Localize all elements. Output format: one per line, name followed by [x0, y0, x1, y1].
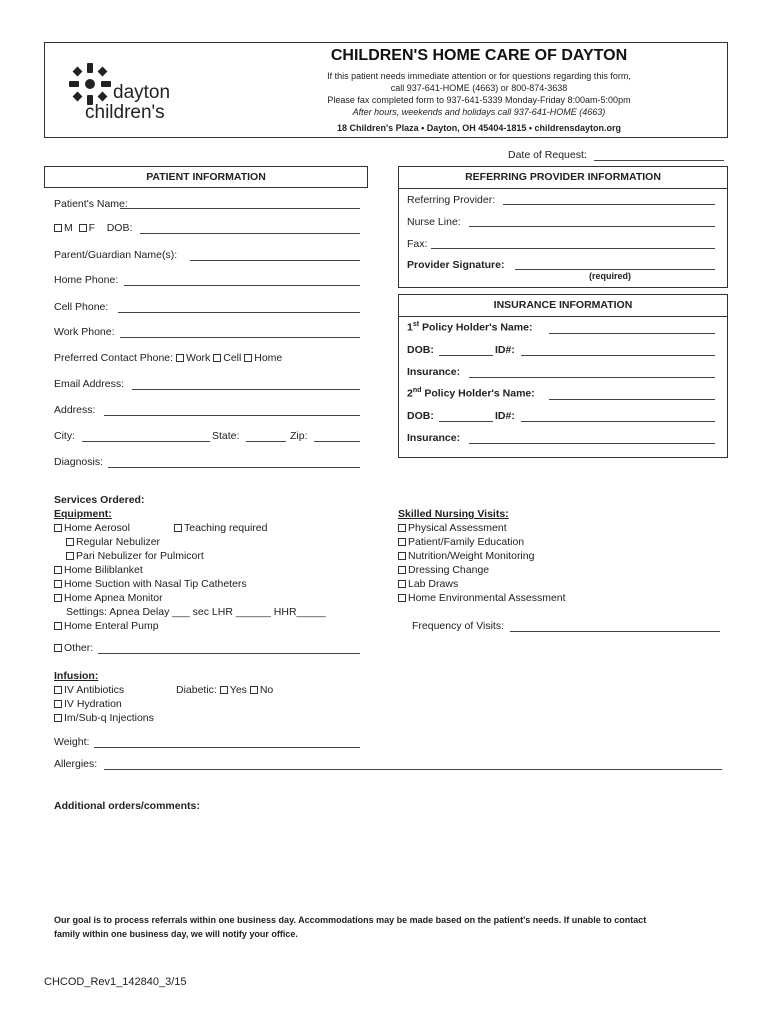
email-field[interactable]	[132, 389, 360, 390]
nutrition-checkbox[interactable]	[398, 552, 406, 560]
pref-home-checkbox[interactable]	[244, 354, 252, 362]
apnea-item: Home Apnea Monitor	[54, 592, 163, 604]
provider-signature-field[interactable]	[515, 269, 715, 270]
fax-label: Fax:	[407, 238, 428, 250]
insurance-box	[398, 294, 728, 458]
frequency-field[interactable]	[510, 631, 720, 632]
environmental-checkbox[interactable]	[398, 594, 406, 602]
holder2-id-field[interactable]	[521, 421, 715, 422]
guardian-label: Parent/Guardian Name(s):	[54, 249, 178, 261]
form-revision-code: CHCOD_Rev1_142840_3/15	[44, 976, 187, 988]
enteral-checkbox[interactable]	[54, 622, 62, 630]
environmental-item: Home Environmental Assessment	[398, 592, 566, 604]
logo-text-childrens: children's	[85, 102, 165, 123]
holder1-id-field[interactable]	[521, 355, 715, 356]
pref-home-label: Home	[254, 352, 283, 364]
dressing-item: Dressing Change	[398, 564, 489, 576]
header-info-line-3: Please fax completed form to 937-641-5339 Monday-Friday 8:00am-5:00pm	[327, 95, 631, 105]
physical-assessment-checkbox[interactable]	[398, 524, 406, 532]
patient-info-title: PATIENT INFORMATION	[146, 171, 266, 183]
weight-field[interactable]	[94, 747, 360, 748]
lab-draws-item: Lab Draws	[398, 578, 458, 590]
family-education-item: Patient/Family Education	[398, 536, 524, 548]
holder1-insurance-field[interactable]	[469, 377, 715, 378]
nurse-line-field[interactable]	[469, 226, 715, 227]
address-label: Address:	[54, 404, 96, 416]
iv-hydration-item: IV Hydration	[54, 698, 122, 710]
physical-assessment-item: Physical Assessment	[398, 522, 507, 534]
pref-work-label: Work	[186, 352, 211, 364]
home-phone-label: Home Phone:	[54, 274, 119, 286]
holder2-insurance-label: Insurance:	[407, 432, 461, 444]
diabetic-row: Diabetic: Yes No	[176, 684, 274, 696]
enteral-item: Home Enteral Pump	[54, 620, 159, 632]
additional-comments-area[interactable]	[54, 816, 722, 906]
preferred-contact-row	[54, 352, 282, 364]
infusion-title: Infusion:	[54, 670, 99, 682]
family-education-checkbox[interactable]	[398, 538, 406, 546]
referring-provider-field[interactable]	[503, 204, 715, 205]
guardian-field[interactable]	[190, 260, 360, 261]
male-checkbox[interactable]	[54, 224, 62, 232]
date-of-request-field[interactable]	[594, 160, 724, 161]
header-info-line-1: If this patient needs immediate attention or for questions regarding this form,	[327, 71, 631, 81]
header-box	[44, 42, 728, 138]
holder2-id-label: ID#:	[495, 410, 515, 422]
cell-phone-field[interactable]	[118, 312, 360, 313]
holder2-dob-label: DOB:	[407, 410, 434, 422]
male-label: M	[64, 222, 73, 234]
gender-row	[54, 222, 132, 234]
referring-provider-title: REFERRING PROVIDER INFORMATION	[465, 171, 661, 183]
city-label: City:	[54, 430, 75, 442]
patient-name-field[interactable]	[120, 208, 360, 209]
iv-hydration-checkbox[interactable]	[54, 700, 62, 708]
additional-comments-label: Additional orders/comments:	[54, 800, 200, 812]
divider	[399, 188, 727, 189]
referring-provider-box	[398, 166, 728, 288]
holder1-id-label: ID#:	[495, 344, 515, 356]
injections-item: Im/Sub-q Injections	[54, 712, 154, 724]
diabetic-no-checkbox[interactable]	[250, 686, 258, 694]
injections-checkbox[interactable]	[54, 714, 62, 722]
referring-provider-label: Referring Provider:	[407, 194, 496, 206]
home-aerosol-checkbox[interactable]	[54, 524, 62, 532]
holder2-name-field[interactable]	[549, 399, 715, 400]
goal-statement-line-2: family within one business day, we will notify your office.	[54, 929, 298, 939]
diabetic-yes-checkbox[interactable]	[220, 686, 228, 694]
teaching-checkbox[interactable]	[174, 524, 182, 532]
fax-field[interactable]	[431, 248, 715, 249]
header-address: 18 Children's Plaza • Dayton, OH 45404-1815 • childrensdayton.org	[336, 123, 622, 133]
work-phone-field[interactable]	[120, 337, 360, 338]
home-phone-field[interactable]	[124, 285, 360, 286]
pari-neb-checkbox[interactable]	[66, 552, 74, 560]
pref-cell-label: Cell	[223, 352, 242, 364]
goal-statement-line-1: Our goal is to process referrals within one business day. Accommodations may be made based on the patient's needs. If unable to contact	[54, 915, 647, 925]
apnea-checkbox[interactable]	[54, 594, 62, 602]
provider-signature-label: Provider Signature:	[407, 259, 505, 271]
city-field[interactable]	[82, 441, 210, 442]
header-info-line-4: After hours, weekends and holidays call 937-641-HOME (4663)	[352, 107, 606, 117]
nurse-line-label: Nurse Line:	[407, 216, 461, 228]
home-aerosol-item: Home Aerosol	[54, 522, 130, 534]
regular-neb-item: Regular Nebulizer	[66, 536, 160, 548]
email-label: Email Address:	[54, 378, 125, 390]
diagnosis-label: Diagnosis:	[54, 456, 104, 468]
patient-name-label: Patient's Name:	[54, 198, 128, 210]
dob-field[interactable]	[140, 233, 360, 234]
teaching-item: Teaching required	[174, 522, 267, 534]
equipment-title: Equipment:	[54, 508, 112, 520]
page-title: CHILDREN'S HOME CARE OF DAYTON	[330, 47, 628, 64]
address-field[interactable]	[104, 415, 360, 416]
zip-label: Zip:	[290, 430, 308, 442]
nutrition-item: Nutrition/Weight Monitoring	[398, 550, 534, 562]
frequency-label: Frequency of Visits:	[412, 620, 505, 632]
allergies-label: Allergies:	[54, 758, 98, 770]
state-field[interactable]	[246, 441, 286, 442]
regular-neb-checkbox[interactable]	[66, 538, 74, 546]
dressing-checkbox[interactable]	[398, 566, 406, 574]
suction-checkbox[interactable]	[54, 580, 62, 588]
patient-info-header	[44, 166, 368, 188]
apnea-settings: Settings: Apnea Delay ___ sec LHR ______ HHR_____	[66, 606, 326, 618]
header-info-line-2: call 937-641-HOME (4663) or 800-874-3638	[390, 83, 568, 93]
female-label: F	[88, 222, 96, 234]
pref-cell-checkbox[interactable]	[213, 354, 221, 362]
pari-neb-item: Pari Nebulizer for Pulmicort	[66, 550, 204, 562]
logo-text-dayton: dayton	[113, 82, 171, 103]
preferred-contact-label: Preferred Contact Phone:	[54, 352, 174, 364]
insurance-title: INSURANCE INFORMATION	[493, 299, 633, 311]
zip-field[interactable]	[314, 441, 360, 442]
suction-item: Home Suction with Nasal Tip Catheters	[54, 578, 247, 590]
pref-work-checkbox[interactable]	[176, 354, 184, 362]
divider	[399, 316, 727, 317]
iv-antibiotics-checkbox[interactable]	[54, 686, 62, 694]
allergies-field[interactable]	[104, 769, 722, 770]
services-ordered-title: Services Ordered:	[54, 494, 145, 506]
cell-phone-label: Cell Phone:	[54, 301, 109, 313]
dob-label: DOB:	[106, 222, 133, 234]
holder2-insurance-field[interactable]	[469, 443, 715, 444]
weight-label: Weight:	[54, 736, 90, 748]
holder1-insurance-label: Insurance:	[407, 366, 461, 378]
lab-draws-checkbox[interactable]	[398, 580, 406, 588]
other-item: Other:	[54, 642, 93, 654]
work-phone-label: Work Phone:	[54, 326, 115, 338]
biliblanket-checkbox[interactable]	[54, 566, 62, 574]
other-checkbox[interactable]	[54, 644, 62, 652]
female-checkbox[interactable]	[79, 224, 87, 232]
state-label: State:	[212, 430, 240, 442]
holder1-dob-field[interactable]	[439, 355, 493, 356]
other-field[interactable]	[98, 653, 360, 654]
biliblanket-item: Home Biliblanket	[54, 564, 143, 576]
skilled-nursing-title: Skilled Nursing Visits:	[398, 508, 509, 520]
diagnosis-field[interactable]	[108, 467, 360, 468]
holder1-label: 1st Policy Holder's Name:	[407, 321, 533, 334]
date-of-request-label: Date of Request:	[508, 149, 587, 161]
signature-required-note: (required)	[589, 271, 632, 281]
holder2-dob-field[interactable]	[439, 421, 493, 422]
holder1-dob-label: DOB:	[407, 344, 434, 356]
iv-antibiotics-item: IV Antibiotics	[54, 684, 124, 696]
holder1-name-field[interactable]	[549, 333, 715, 334]
holder2-label: 2nd Policy Holder's Name:	[407, 387, 535, 400]
dayton-childrens-logo	[61, 57, 211, 127]
